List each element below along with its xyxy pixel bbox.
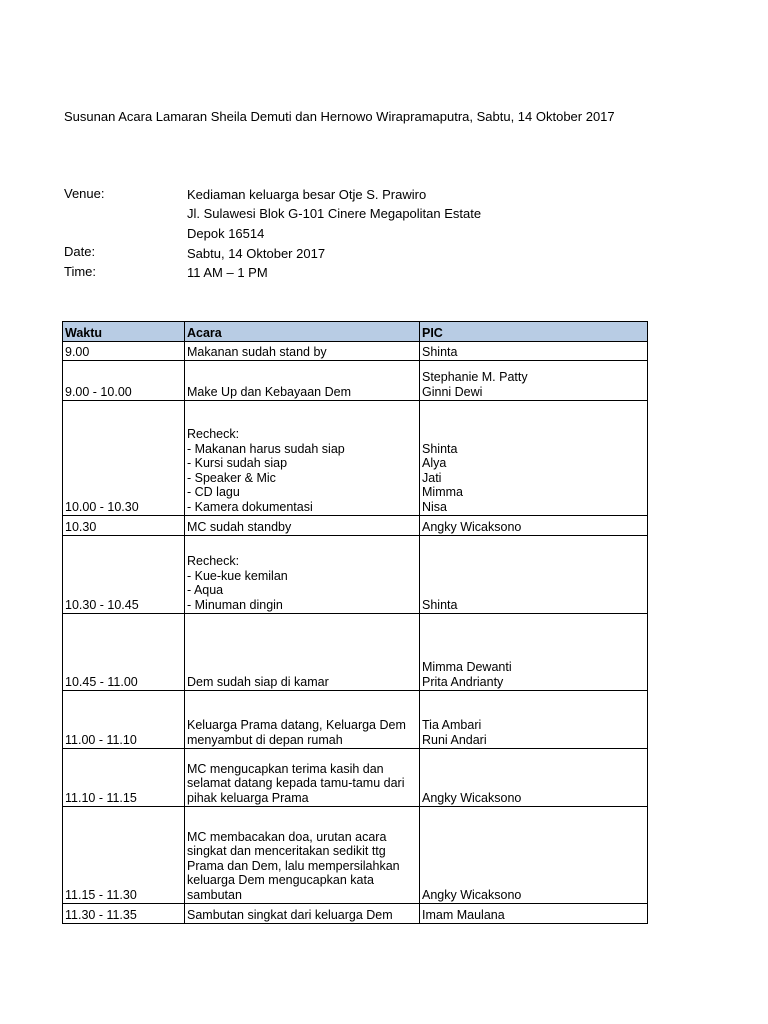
venue-line-3: Depok 16514 (187, 226, 265, 241)
cell-waktu: 10.30 - 10.45 (63, 536, 185, 614)
cell-pic: Shinta (420, 536, 648, 614)
date-value: Sabtu, 14 Oktober 2017 (187, 246, 326, 261)
cell-acara: Keluarga Prama datang, Keluarga Dem menyambut di depan rumah (185, 691, 420, 749)
cell-waktu: 11.10 - 11.15 (63, 749, 185, 807)
cell-waktu: 11.15 - 11.30 (63, 807, 185, 904)
cell-waktu: 9.00 (63, 342, 185, 361)
venue-line-1: Kediaman keluarga besar Otje S. Prawiro (187, 187, 427, 202)
cell-acara: Recheck: - Kue-kue kemilan - Aqua - Minuman dingin (185, 536, 420, 614)
table-header-row (63, 322, 648, 342)
cell-waktu: 10.45 - 11.00 (63, 614, 185, 691)
cell-pic: Imam Maulana (420, 904, 648, 924)
document-title: Susunan Acara Lamaran Sheila Demuti dan Hernowo Wirapramaputra, Sabtu, 14 Oktober 2017 (64, 109, 615, 124)
cell-waktu: 11.00 - 11.10 (63, 691, 185, 749)
cell-pic: Angky Wicaksono (420, 516, 648, 536)
table-row (63, 807, 648, 904)
cell-pic: Angky Wicaksono (420, 749, 648, 807)
header-waktu: Waktu (63, 322, 185, 342)
venue-line-2: Jl. Sulawesi Blok G-101 Cinere Megapolitan Estate (187, 206, 482, 221)
cell-pic: Tia Ambari Runi Andari (420, 691, 648, 749)
time-value: 11 AM – 1 PM (187, 265, 268, 280)
table-row (63, 536, 648, 614)
venue-label: Venue: (64, 186, 105, 201)
table-row (63, 904, 648, 924)
cell-acara: Sambutan singkat dari keluarga Dem (185, 904, 420, 924)
cell-pic: Mimma Dewanti Prita Andrianty (420, 614, 648, 691)
header-acara: Acara (185, 322, 420, 342)
schedule-table (62, 321, 648, 924)
date-label: Date: (64, 244, 96, 259)
cell-acara: Make Up dan Kebayaan Dem (185, 361, 420, 401)
cell-acara: Recheck: - Makanan harus sudah siap - Kursi sudah siap - Speaker & Mic - CD lagu - Kamera dokumentasi (185, 401, 420, 516)
time-label: Time: (64, 264, 97, 279)
cell-pic: Shinta (420, 342, 648, 361)
cell-pic: Angky Wicaksono (420, 807, 648, 904)
header-pic: PIC (420, 322, 648, 342)
table-row (63, 614, 648, 691)
cell-acara: MC membacakan doa, urutan acara singkat dan menceritakan sedikit ttg Prama dan Dem, lalu mempersilahkan keluarga Dem mengucapkan kata sambutan (185, 807, 420, 904)
cell-pic: Shinta Alya Jati Mimma Nisa (420, 401, 648, 516)
cell-pic: Stephanie M. Patty Ginni Dewi (420, 361, 648, 401)
table-row (63, 342, 648, 361)
cell-waktu: 10.30 (63, 516, 185, 536)
cell-acara: Dem sudah siap di kamar (185, 614, 420, 691)
cell-acara: Makanan sudah stand by (185, 342, 420, 361)
table-row (63, 749, 648, 807)
table-row (63, 516, 648, 536)
table-row (63, 691, 648, 749)
cell-waktu: 9.00 - 10.00 (63, 361, 185, 401)
cell-waktu: 11.30 - 11.35 (63, 904, 185, 924)
table-row (63, 401, 648, 516)
cell-waktu: 10.00 - 10.30 (63, 401, 185, 516)
cell-acara: MC mengucapkan terima kasih dan selamat datang kepada tamu-tamu dari pihak keluarga Prama (185, 749, 420, 807)
table-row (63, 361, 648, 401)
cell-acara: MC sudah standby (185, 516, 420, 536)
